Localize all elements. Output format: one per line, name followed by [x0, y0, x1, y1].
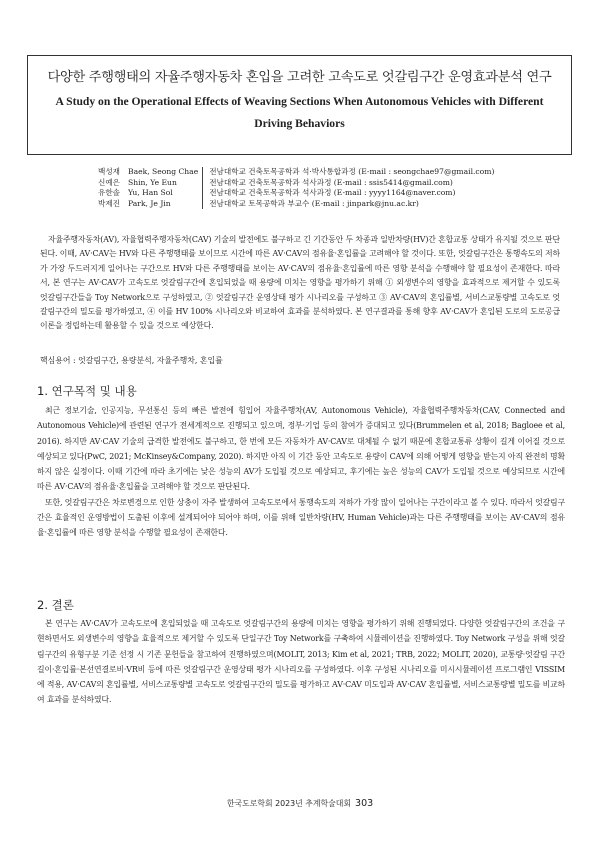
section-heading-conclusion: 2. 결론: [37, 598, 74, 612]
abstract: 자율주행자동차(AV), 자율협력주행자동차(CAV) 기술의 발전에도 불구하고 긴 기간동안 두 차종과 일반차량(HV)간 혼합교통 상태가 유지될 것으로 판단된다. 이때, AV·CAV는 HV와 다른 주행행태를 보이므로 시간에 따른 AV·CAV의 점유율·혼입률을 고려해야 할 것이다. 또한, 엇갈림구간은 통행속도의 저하가 가장 두드러지게 일어나는 구간으로 HV와 다른 주행행태를 보이는 AV·CAV의 점유율·혼입률에 따른 영향 분석을 수행해야 할 필요성이 존재한다. 따라서, 본 연구는 AV·CAV가 고속도로 엇갈림구간에 혼입되었을 때 용량에 미치는 영향을 평가하기 위해 ① 외생변수의 영향을 효과적으로 제거할 수 있도록 엇갈림구간들을 Toy Network으로 구성하였고, ② 엇갈림구간 운영상태 평가 시나리오를 구성하고 ③ AV·CAV의 혼입률별, 서비스교통량별 고속도로 엇갈림구간의 밀도를 평가하였고, ④ 이를 HV 100% 시나리오와 비교하여 효과를 분석하였다. 본 연구결과를 통해 향후 AV·CAV가 혼입된 도로의 도로공급이론을 정립하는데 활용할 수 있을 것으로 예상한다.: [40, 235, 560, 331]
author-affiliation: 전남대학교 건축토목공학과 석사과정 (E-mail : ssis5414@gmail.com): [203, 178, 499, 189]
page-footer: [0, 798, 600, 809]
author-name-ko: 박제진: [98, 198, 121, 208]
conference-name: 한국도로학회 2023년 추계학술대회: [226, 799, 352, 808]
page-number: 303: [355, 798, 374, 809]
author-name-en: Shin, Ye Eun: [128, 177, 177, 187]
paragraph: 또한, 엇갈림구간은 차로변경으로 인한 상충이 자주 발생하여 고속도로에서 통행속도의 저하가 가장 많이 일어나는 구간이라고 볼 수 있다. 따라서 엇갈림구간은 효율적인 운영방법이 도출된 이후에 설계되어야 되어야 하며, 이를 위해 일반차량(HV, Human Vehicle)과는 다른 주행행태를 보이는 AV·CAV의 점유율·혼입률에 따른 영향 분석을 수행할 필요성이 존재한다.: [37, 497, 565, 538]
author-row: [98, 188, 498, 199]
author-name-en: Yu, Han Sol: [128, 188, 173, 197]
author-name-ko: 유한솔: [98, 188, 121, 197]
paragraph: 최근 정보기술, 인공지능, 무선통신 등의 빠른 발전에 힘입어 자율주행차(AV, Autonomous Vehicle), 자율협력주행차동차(CAV, Connected and Autonomous Vehicle)에 관련된 연구가 전세계적으로 진행되고 있으며, 정부·기업 등의 참여가 증대되고 있다(Brummelen et al, 2018; Bagloee et al, 2016). 하지만 AV·CAV 기술의 급격한 발전에도 불구하고, 한 번에 모든 자동차가 AV·CAV로 대체될 수 없기 때문에 혼합교통류 상황이 길게 이어질 것으로 예상되고 있다(PwC, 2021; McKinsey&Company, 2020). 하지만 아직 이 기간 동안 고속도로 용량이 CAV에 의해 어떻게 영향을 받는지 아직 완전히 명확하지 않은 실정이다. 이때 기간에 따라 초기에는 낮은 성능의 AV가 도입될 것으로 예상되고, 후기에는 높은 성능의 CAV가 도입될 것으로 예상되므로 시간에 따른 AV·CAV의 점유율·혼입률을 고려해야 할 것으로 판단된다.: [37, 406, 565, 492]
author-name-en: Baek, Seong Chae: [128, 167, 199, 176]
section-body-conclusion: [37, 616, 565, 708]
author-row: [98, 178, 498, 189]
paragraph: 본 연구는 AV·CAV가 고속도로에 혼입되었을 때 고속도로 엇갈림구간의 용량에 미치는 영향을 평가하기 위해 진행되었다. 다양한 엇갈림구간의 조건을 구현하면서도 외생변수의 영향을 효율적으로 제거할 수 있도록 단일구간 Toy Network를 구축하여 시뮬레이션을 진행하였다. Toy Network 구성을 위해 엇갈림구간의 유형구분 기준 선정 시 기존 문헌들을 참고하여 진행하였으며(MOLIT, 2013; Kim et al, 2021; TRB, 2022; MOLIT, 2020), 교통량·엇갈림 구간길이·혼입률·본선연결로비·VR비 등에 따른 엇갈림구간 운영상태 평가 시나리오를 구성하였다. 이후 구성된 시나리오를 미시시뮬레이션 프로그램인 VISSIM에 적용, AV·CAV의 혼입률별, 서비스교통량별 고속도로 엇갈림구간의 밀도를 평가하고 AV·CAV 미도입과 AV·CAV 혼입률별, 서비스교통량별 밀도를 비교하여 효과를 분석하였다.: [37, 619, 565, 705]
title-box: [27, 55, 572, 155]
author-affiliation: 전남대학교 토목공학과 부교수 (E-mail : jinpark@jnu.ac.kr): [203, 199, 499, 210]
keywords: 핵심용어 : 엇갈림구간, 용량분석, 자율주행차, 혼입률: [40, 356, 223, 365]
author-affiliation: 전남대학교 건축토목공학과 석·박사통합과정 (E-mail : seongchae97@gmail.com): [203, 167, 499, 178]
title-english: A Study on the Operational Effects of Weaving Sections When Autonomous Vehicles with Different Driving Behaviors: [55, 95, 544, 130]
section-body-purpose: [37, 403, 565, 541]
author-name-en: Park, Je Jin: [128, 198, 171, 208]
section-heading-purpose: 1. 연구목적 및 내용: [37, 384, 137, 398]
title-korean: 다양한 주행행태의 자율주행자동차 혼입을 고려한 고속도로 엇갈림구간 운영효과분석 연구: [47, 70, 552, 85]
author-name-ko: 백성재: [98, 167, 121, 176]
author-name-ko: 신예은: [98, 177, 121, 187]
author-row: [98, 167, 498, 178]
author-row: [98, 199, 498, 210]
author-affiliation: 전남대학교 건축토목공학과 석사과정 (E-mail : yyyy1164@naver.com): [203, 188, 499, 199]
author-list: [98, 167, 498, 209]
